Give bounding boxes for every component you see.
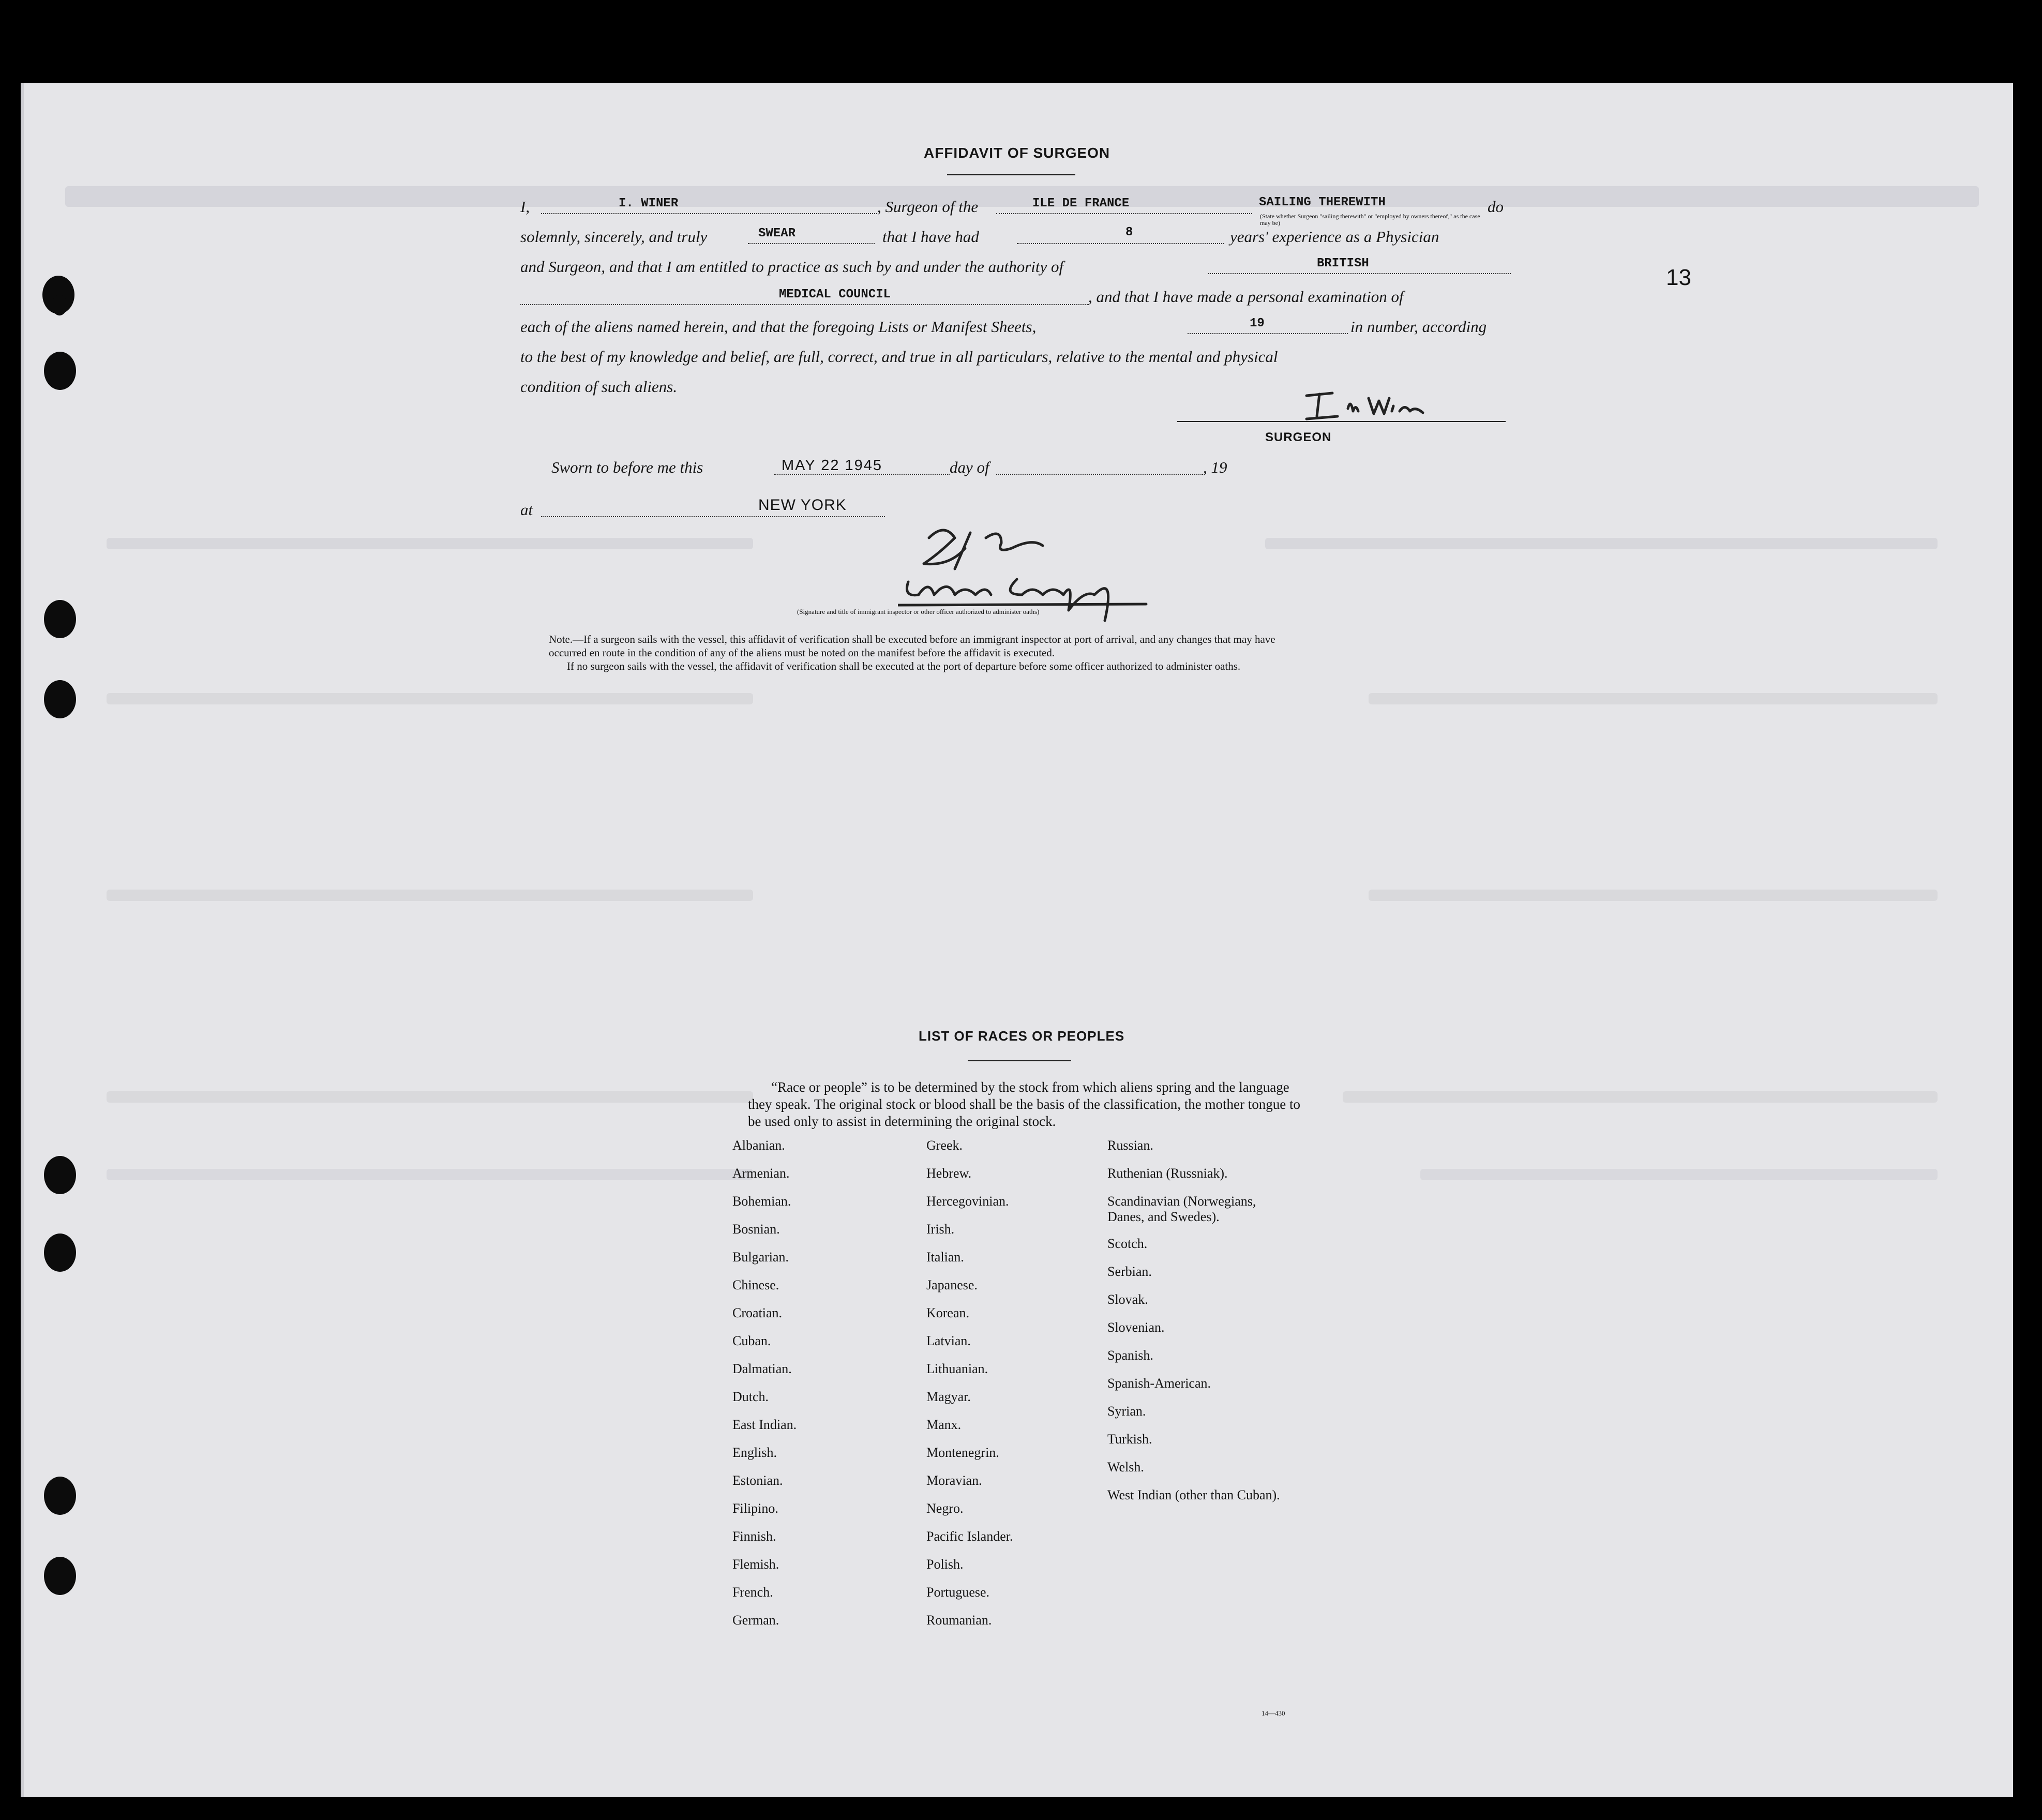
place-prefix: at	[520, 501, 533, 519]
race-entry: Lithuanian.	[926, 1361, 988, 1376]
surgeon-name-underline	[541, 213, 877, 214]
race-entry: Pacific Islander.	[926, 1529, 1013, 1544]
race-entry: Negro.	[926, 1501, 964, 1516]
race-entry: German.	[732, 1613, 779, 1628]
race-entry: Ruthenian (Russniak).	[1107, 1166, 1228, 1181]
race-entry: Greek.	[926, 1138, 963, 1153]
affidavit-title: AFFIDAVIT OF SURGEON	[924, 145, 1110, 161]
race-entry: Bohemian.	[732, 1194, 791, 1209]
line5-suffix: in number, according	[1350, 318, 1487, 336]
races-title-underline	[968, 1060, 1071, 1061]
line7: condition of such aliens.	[520, 378, 678, 396]
punch-hole	[44, 1156, 76, 1194]
years-count: 8	[1125, 225, 1133, 239]
race-entry: Latvian.	[926, 1333, 971, 1348]
place-underline	[541, 516, 885, 517]
race-entry: Spanish-American.	[1107, 1376, 1211, 1391]
bleed-through-row	[107, 1091, 753, 1103]
bleed-through-row	[1420, 1169, 1938, 1180]
race-entry: Scotch.	[1107, 1236, 1148, 1251]
race-entry: Bosnian.	[732, 1222, 780, 1237]
race-entry: Chinese.	[732, 1277, 779, 1292]
surgeon-status: SAILING THEREWITH	[1259, 195, 1386, 209]
races-title: LIST OF RACES OR PEOPLES	[919, 1028, 1125, 1044]
race-entry: Dalmatian.	[732, 1361, 792, 1376]
race-entry: Moravian.	[926, 1473, 982, 1488]
race-entry: Serbian.	[1107, 1264, 1152, 1279]
line1-prefix: I,	[520, 198, 530, 216]
authority: BRITISH	[1317, 257, 1369, 270]
race-entry: Scandinavian (Norwegians, Danes, and Swedes).	[1107, 1194, 1256, 1224]
punch-hole	[44, 352, 76, 390]
bleed-through-header	[65, 186, 1979, 207]
line2-suffix: years' experience as a Physician	[1230, 228, 1439, 246]
years-underline	[1017, 243, 1224, 244]
line1-mid: , Surgeon of the	[877, 198, 979, 216]
race-entry: Albanian.	[732, 1138, 785, 1153]
race-entry: Welsh.	[1107, 1460, 1144, 1475]
race-entry: English.	[732, 1445, 777, 1460]
note-line-2: occurred en route in the condition of any of the aliens must be noted on the manifest before the affidavit is executed.	[549, 646, 1055, 659]
punch-hole	[52, 295, 67, 315]
race-entry: Magyar.	[926, 1389, 971, 1404]
sheets-count: 19	[1250, 317, 1265, 330]
authority-continued: MEDICAL COUNCIL	[779, 288, 891, 302]
bleed-through-row	[107, 890, 753, 901]
races-intro: “Race or people” is to be determined by the stock from which aliens spring and the language they speak. The original stock or blood shall be the basis of the classification, the mother tongue to be used only to assist in determining the original stock.	[748, 1079, 1301, 1129]
race-entry: Hebrew.	[926, 1166, 972, 1181]
punch-hole	[44, 680, 76, 718]
document-sheet	[21, 83, 2013, 1797]
race-entry: Manx.	[926, 1417, 962, 1432]
authority-cont-underline	[520, 304, 1089, 305]
race-entry: Hercegovinian.	[926, 1194, 1009, 1209]
sheets-underline	[1188, 333, 1348, 334]
line3-prefix: and Surgeon, and that I am entitled to practice as such by and under the authority of	[520, 258, 1064, 276]
race-entry: Filipino.	[732, 1501, 778, 1516]
note-line-3: If no surgeon sails with the vessel, the affidavit of verification shall be executed at the port of departure before some officer authorized to administer oaths.	[567, 660, 1241, 672]
race-entry: Estonian.	[732, 1473, 783, 1488]
race-entry: Syrian.	[1107, 1404, 1146, 1419]
bleed-through-row	[1369, 890, 1938, 901]
page-number: 13	[1666, 265, 1691, 290]
race-entry: Irish.	[926, 1222, 955, 1237]
race-entry: French.	[732, 1585, 773, 1600]
punch-hole	[44, 1234, 76, 1272]
bleed-through-row	[107, 1169, 753, 1180]
race-entry: Bulgarian.	[732, 1250, 789, 1265]
sworn-mid: day of	[950, 458, 989, 476]
line4-suffix: , and that I have made a personal examination of	[1088, 288, 1404, 306]
race-entry: West Indian (other than Cuban).	[1107, 1487, 1280, 1502]
race-entry: Cuban.	[732, 1333, 771, 1348]
punch-hole	[44, 600, 76, 638]
surgeon-name: I. WINER	[619, 197, 679, 210]
bleed-through-row	[1343, 1091, 1938, 1103]
bleed-through-row	[1369, 693, 1938, 704]
punch-hole	[44, 1477, 76, 1515]
race-entry: Dutch.	[732, 1389, 769, 1404]
race-entry: Portuguese.	[926, 1585, 990, 1600]
race-entry: East Indian.	[732, 1417, 797, 1432]
race-entry: Italian.	[926, 1250, 964, 1265]
bleed-through-row	[107, 538, 753, 549]
race-entry: Russian.	[1107, 1138, 1153, 1153]
race-entry: Armenian.	[732, 1166, 790, 1181]
surgeon-signature-line	[1177, 421, 1506, 422]
sworn-prefix: Sworn to before me this	[551, 458, 703, 476]
line6: to the best of my knowledge and belief, are full, correct, and true in all particulars, relative to the mental and physical	[520, 348, 1278, 366]
line5-prefix: each of the aliens named herein, and that the foregoing Lists or Manifest Sheets,	[520, 318, 1037, 336]
title-underline	[947, 174, 1075, 175]
line1-suffix: do	[1488, 198, 1504, 216]
line2-prefix: solemnly, sincerely, and truly	[520, 228, 708, 246]
race-entry: Croatian.	[732, 1305, 783, 1320]
ship-name: ILE DE FRANCE	[1032, 197, 1130, 210]
sworn-date-stamp: MAY 22 1945	[782, 457, 883, 474]
place-city: NEW YORK	[758, 497, 847, 514]
race-entry: Spanish.	[1107, 1348, 1153, 1363]
race-entry: Montenegrin.	[926, 1445, 999, 1460]
race-entry: Flemish.	[732, 1557, 779, 1572]
inspector-caption: (Signature and title of immigrant inspector or other officer authorized to administer oaths)	[797, 608, 1040, 615]
ship-underline	[996, 213, 1252, 214]
form-number: 14—430	[1262, 1709, 1285, 1717]
month-underline	[996, 474, 1203, 475]
race-entry: Polish.	[926, 1557, 964, 1572]
authority-underline	[1208, 273, 1511, 274]
race-entry: Slovenian.	[1107, 1320, 1165, 1335]
oath-word: SWEAR	[758, 227, 796, 240]
note-line-1: Note.—If a surgeon sails with the vessel, this affidavit of verification shall be executed before an immigrant inspector at port of arrival, and any changes that may have	[549, 633, 1275, 645]
race-entry: Japanese.	[926, 1277, 978, 1292]
race-entry: Roumanian.	[926, 1613, 992, 1628]
bleed-through-row	[1265, 538, 1938, 549]
race-entry: Finnish.	[732, 1529, 776, 1544]
surgeon-label: SURGEON	[1265, 430, 1332, 444]
race-entry: Slovak.	[1107, 1292, 1148, 1307]
race-entry: Turkish.	[1107, 1432, 1152, 1447]
bleed-through-row	[107, 693, 753, 704]
status-note: (State whether Surgeon "sailing therewith" or "employed by owners thereof," as the case may be)	[1260, 213, 1480, 227]
inspector-signature	[898, 517, 1157, 636]
race-entry: Korean.	[926, 1305, 970, 1320]
punch-hole	[44, 1557, 76, 1595]
oath-underline	[748, 243, 875, 244]
sworn-suffix: , 19	[1203, 458, 1227, 476]
line2-mid: that I have had	[882, 228, 979, 246]
